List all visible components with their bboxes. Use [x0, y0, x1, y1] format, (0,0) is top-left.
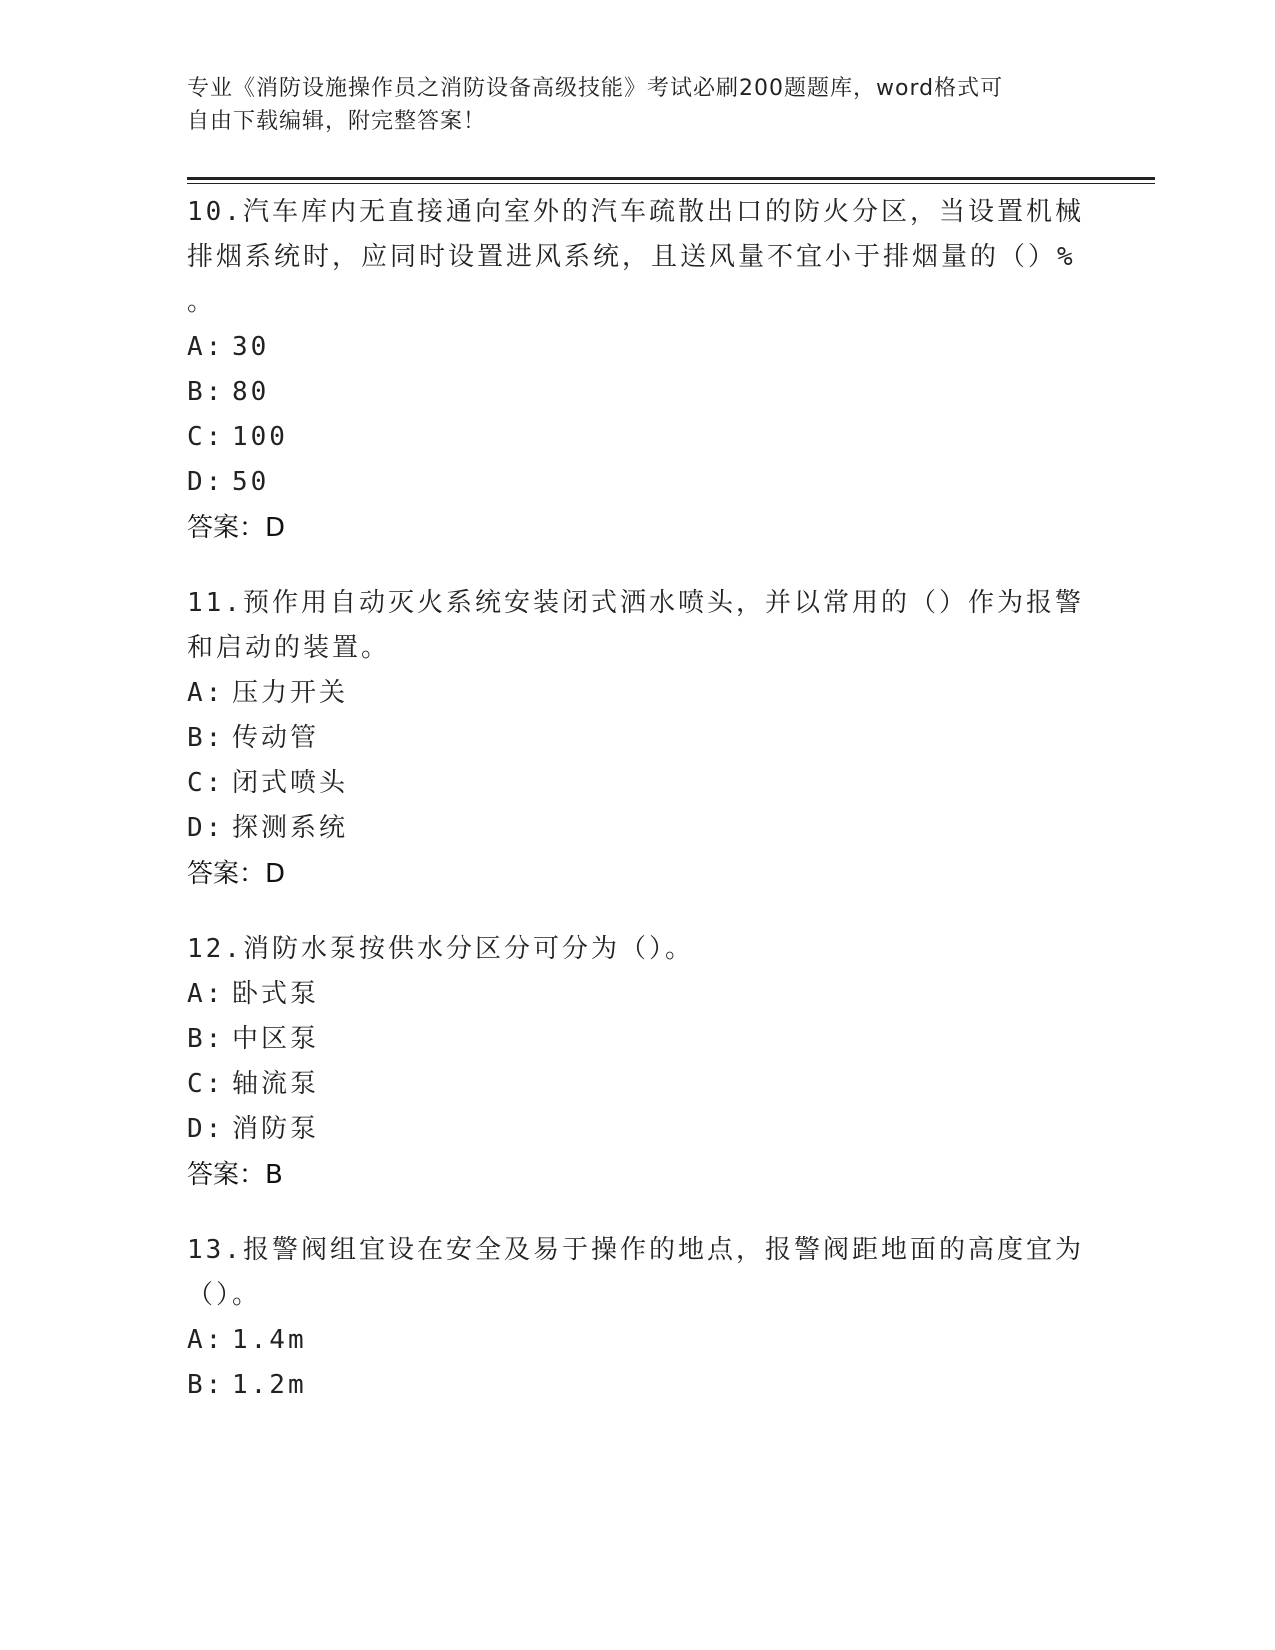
option-text: 1.4m: [232, 1325, 307, 1355]
question-stem-line: 11.预作用自动灭火系统安装闭式洒水喷头，并以常用的（）作为报警: [187, 588, 1084, 618]
option-text: 1.2m: [232, 1370, 307, 1400]
option-item: [187, 972, 1087, 1017]
option-item: [187, 1318, 1087, 1363]
option-item: [187, 1363, 1087, 1408]
option-item: [187, 370, 1087, 415]
question-stem-line: 12.消防水泵按供水分区分可分为（）。: [187, 934, 694, 964]
option-text: 轴流泵: [232, 1069, 320, 1099]
option-item: [187, 460, 1087, 505]
answer-line: 答案：D: [187, 513, 286, 543]
option-letter: A:: [187, 1325, 225, 1355]
option-letter: A:: [187, 979, 225, 1009]
header-line-1: 专业《消防设施操作员之消防设备高级技能》考试必刷200题题库，word格式可: [187, 76, 1004, 101]
option-text: 100: [232, 422, 288, 452]
option-text: 中区泵: [232, 1024, 320, 1054]
question-stem-line: （）。: [187, 1280, 262, 1310]
header-rule-thick: [187, 177, 1155, 180]
option-text: 30: [232, 332, 270, 362]
question-block: [187, 927, 1087, 1198]
option-letter: D:: [187, 467, 225, 497]
option-letter: C:: [187, 768, 225, 798]
option-letter: B:: [187, 1024, 225, 1054]
option-letter: C:: [187, 422, 225, 452]
option-item: [187, 1107, 1087, 1152]
question-stem-line: 10.汽车库内无直接通向室外的汽车疏散出口的防火分区，当设置机械: [187, 197, 1084, 227]
question-stem-line: 13.报警阀组宜设在安全及易于操作的地点，报警阀距地面的高度宜为: [187, 1235, 1084, 1265]
option-text: 消防泵: [232, 1114, 320, 1144]
option-item: [187, 806, 1087, 851]
option-text: 50: [232, 467, 270, 497]
option-letter: B:: [187, 1370, 225, 1400]
option-item: [187, 1062, 1087, 1107]
question-stem-line: 。: [187, 287, 217, 317]
option-text: 压力开关: [232, 678, 349, 708]
question-block: [187, 190, 1087, 551]
question-list: [187, 190, 1087, 1438]
option-text: 卧式泵: [232, 979, 320, 1009]
option-letter: A:: [187, 678, 225, 708]
option-text: 传动管: [232, 723, 320, 753]
option-letter: D:: [187, 1114, 225, 1144]
answer-line: 答案：D: [187, 859, 286, 889]
option-item: [187, 671, 1087, 716]
option-item: [187, 415, 1087, 460]
option-item: [187, 1017, 1087, 1062]
answer-line: 答案：B: [187, 1160, 283, 1190]
option-letter: D:: [187, 813, 225, 843]
option-text: 闭式喷头: [232, 768, 349, 798]
question-block: [187, 581, 1087, 897]
option-text: 80: [232, 377, 270, 407]
question-stem-line: 排烟系统时，应同时设置进风系统，且送风量不宜小于排烟量的（）%: [187, 242, 1076, 272]
document-header: [187, 72, 1067, 138]
option-item: [187, 716, 1087, 761]
option-letter: C:: [187, 1069, 225, 1099]
option-letter: A:: [187, 332, 225, 362]
question-stem-line: 和启动的装置。: [187, 633, 391, 663]
header-line-2: 自由下载编辑，附完整答案！: [187, 109, 487, 134]
question-block: [187, 1228, 1087, 1408]
option-item: [187, 761, 1087, 806]
header-rule-thin: [187, 183, 1155, 184]
option-letter: B:: [187, 723, 225, 753]
option-letter: B:: [187, 377, 225, 407]
option-item: [187, 325, 1087, 370]
option-text: 探测系统: [232, 813, 349, 843]
